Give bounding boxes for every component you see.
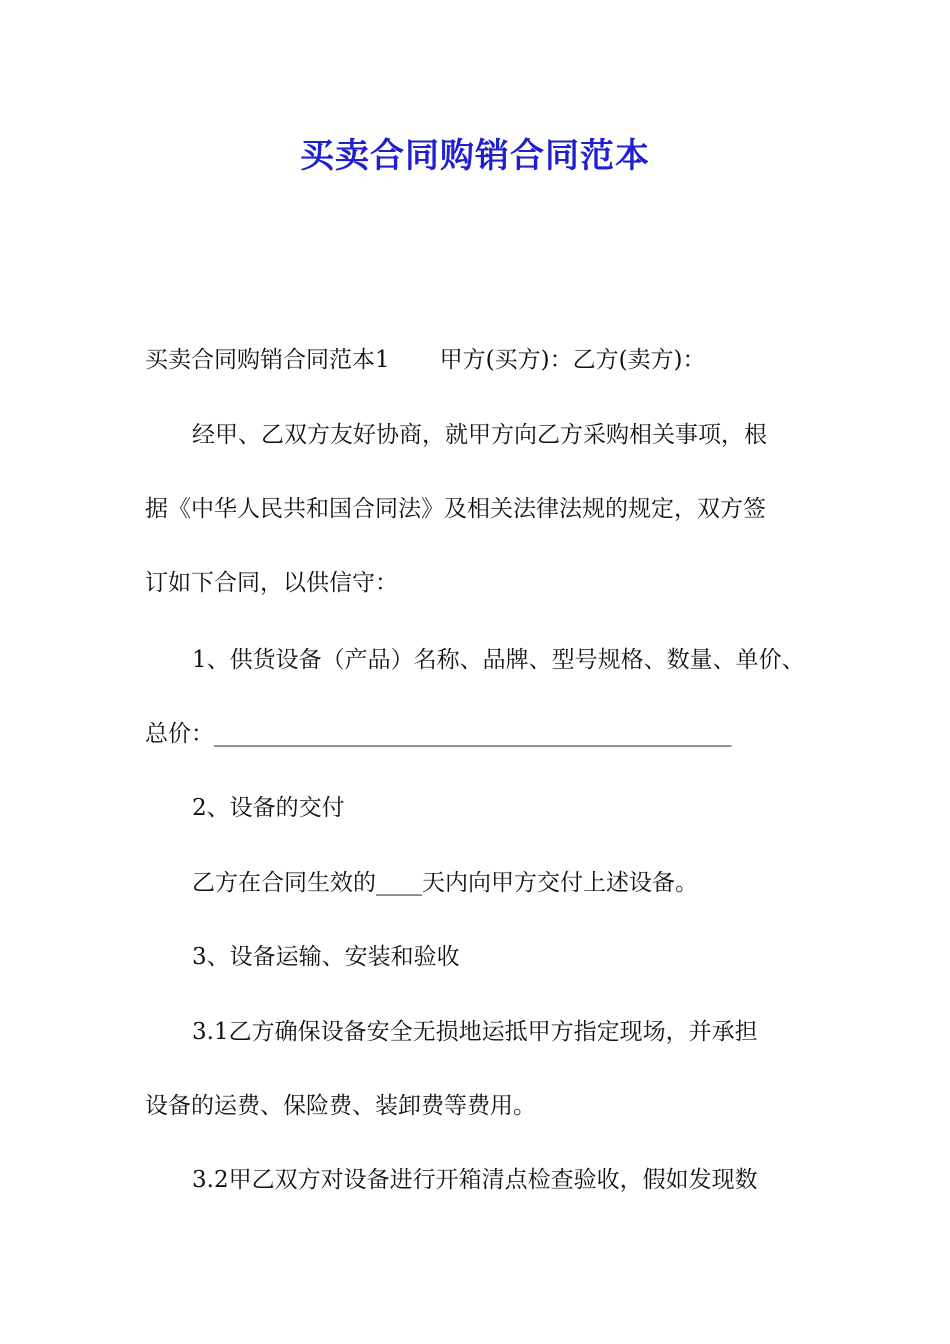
section-3-heading: 3、设备运输、安装和验收: [192, 944, 460, 970]
section-1-heading: 1、供货设备（产品）名称、品牌、型号规格、数量、单价、: [192, 647, 805, 673]
paragraph-line: 乙方在合同生效的____天内向甲方交付上述设备。: [192, 870, 698, 896]
total-price-line: 总价：_____________________________________________: [145, 721, 732, 747]
contract-heading-line: [145, 345, 706, 375]
section-2-heading: 2、设备的交付: [192, 795, 345, 821]
clause-3-1: 3.1乙方确保设备安全无损地运抵甲方指定现场，并承担: [192, 1019, 758, 1045]
contract-subtitle: 买卖合同购销合同范本1: [145, 347, 390, 373]
parties-label: 甲方(买方)：乙方(卖方)：: [439, 347, 706, 373]
clause-3-2: 3.2甲乙双方对设备进行开箱清点检查验收，假如发现数: [192, 1167, 758, 1193]
paragraph-line: 经甲、乙双方友好协商，就甲方向乙方采购相关事项，根: [192, 422, 767, 448]
paragraph-line: 设备的运费、保险费、装卸费等费用。: [145, 1093, 536, 1119]
document-title: 买卖合同购销合同范本: [300, 136, 650, 176]
paragraph-line: 订如下合同，以供信守：: [145, 570, 398, 596]
paragraph-line: 据《中华人民共和国合同法》及相关法律法规的规定，双方签: [145, 496, 766, 522]
